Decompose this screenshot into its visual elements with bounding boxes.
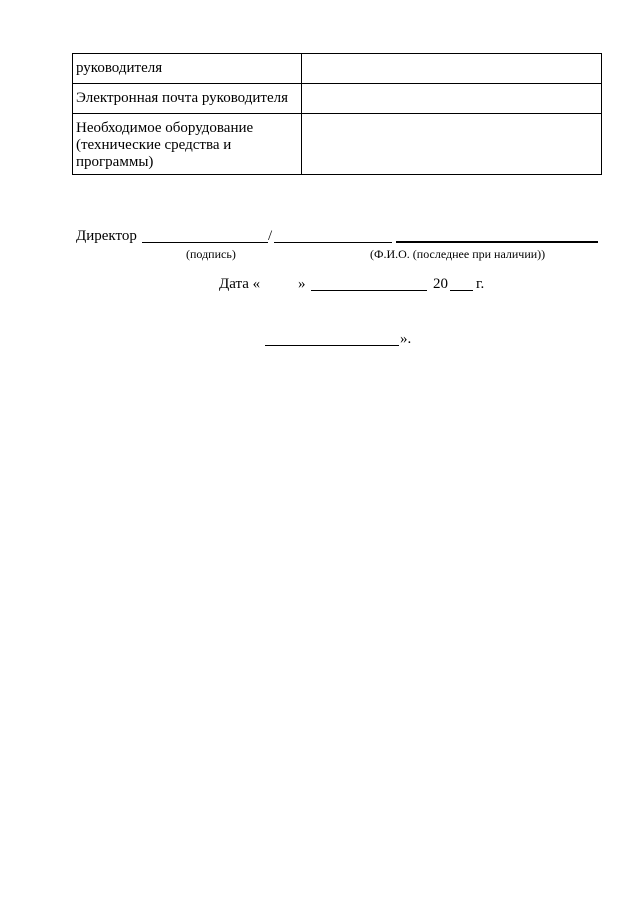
signature-caption: (подпись): [186, 247, 236, 261]
row-value-equipment[interactable]: [302, 114, 602, 175]
row-label-manager: руководителя: [73, 54, 302, 84]
row-label-manager-email: Электронная почта руководителя: [73, 84, 302, 114]
date-label: Дата «: [219, 276, 261, 292]
name-caption: (Ф.И.О. (последнее при наличии)): [370, 247, 546, 261]
table-row: [73, 54, 602, 84]
director-label: Директор: [76, 228, 137, 244]
name-line[interactable]: [274, 242, 392, 243]
date-year-line[interactable]: [450, 290, 473, 291]
row-label-equipment: Необходимое оборудование (технические средства и программы): [73, 114, 302, 175]
date-month-line[interactable]: [311, 290, 427, 291]
date-year-prefix: 20: [433, 276, 448, 292]
date-year-suffix: г.: [476, 276, 485, 292]
row-value-manager-email[interactable]: [302, 84, 602, 114]
footer-line[interactable]: [265, 345, 399, 346]
signature-slash: /: [268, 228, 273, 244]
table-row: [73, 84, 602, 114]
date-close-quote: »: [298, 276, 306, 292]
signature-line[interactable]: [142, 242, 268, 243]
info-table: [72, 53, 602, 175]
row-value-manager[interactable]: [302, 54, 602, 84]
table-row: [73, 114, 602, 175]
name-line-continued[interactable]: [396, 241, 598, 243]
footer-ending: ».: [400, 331, 412, 347]
